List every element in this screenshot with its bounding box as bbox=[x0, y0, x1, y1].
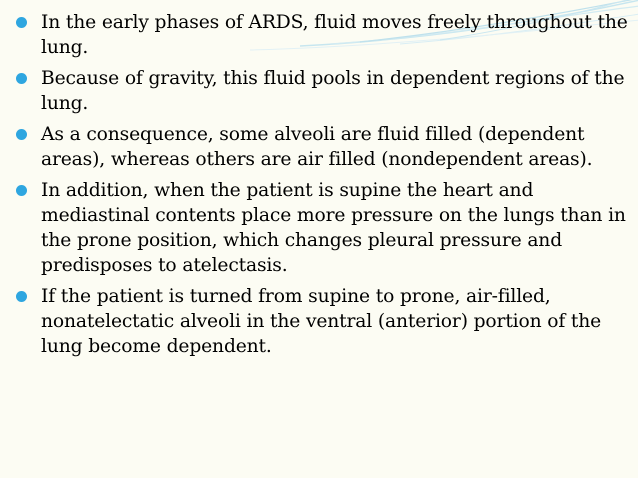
bullet-dot-icon bbox=[16, 17, 27, 28]
bullet-text: Because of gravity, this fluid pools in dependent regions of the lung. bbox=[41, 68, 625, 114]
bullet-list bbox=[16, 10, 628, 365]
bullet-dot-icon bbox=[16, 291, 27, 302]
bullet-item bbox=[16, 122, 628, 172]
bullet-dot-icon bbox=[16, 185, 27, 196]
bullet-item bbox=[16, 10, 628, 60]
bullet-item bbox=[16, 284, 628, 359]
bullet-text: In the early phases of ARDS, fluid moves freely throughout the lung. bbox=[41, 12, 628, 58]
bullet-dot-icon bbox=[16, 129, 27, 140]
bullet-text: If the patient is turned from supine to prone, air-filled, nonatelectatic alveoli in the ventral (anterior) portion of the lung become dependent. bbox=[41, 286, 602, 357]
bullet-item bbox=[16, 178, 628, 278]
bullet-text: In addition, when the patient is supine the heart and mediastinal contents place more pressure on the lungs than in the prone position, which changes pleural pressure and predisposes to atelectasis. bbox=[41, 180, 626, 276]
bullet-dot-icon bbox=[16, 73, 27, 84]
bullet-text: As a consequence, some alveoli are fluid filled (dependent areas), whereas others are air filled (nondependent areas). bbox=[41, 124, 593, 170]
bullet-item bbox=[16, 66, 628, 116]
